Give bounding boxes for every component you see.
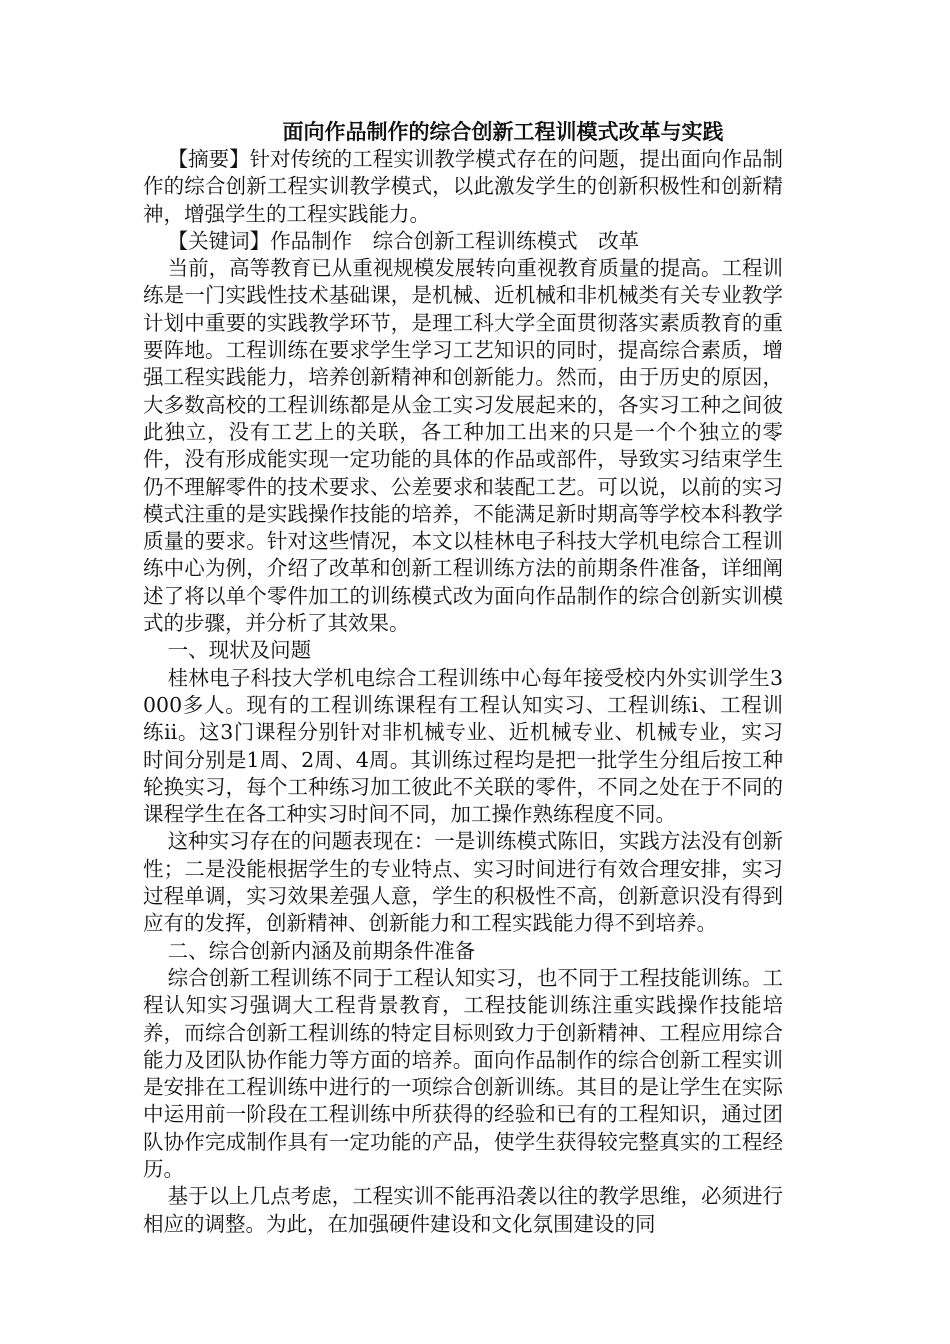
document-title: 面向作品制作的综合创新工程训模式改革与实践 — [282, 120, 724, 144]
section-1-paragraph-1: 桂林电子科技大学机电综合工程训练中心每年接受校内外实训学生3000多人。现有的工程训练课程有工程认知实习、工程训练ⅰ、工程训练ⅱ。这3门课程分别针对非机械专业、近机械专业、机械专业，实习时间分别是1周、2周、4周。其训练过程均是把一批学生分组后按工种轮换实习，每个工种练习加工彼此不关联的零件，不同之处在于不同的课程学生在各工种实习时间不同，加工操作熟练程度不同。 — [143, 665, 783, 827]
section-1-paragraph-2: 这种实习存在的问题表现在：一是训练模式陈旧，实践方法没有创新性；二是没能根据学生的专业特点、实习时间进行有效合理安排，实习过程单调，实习效果差强人意，学生的积极性不高，创新意识没有得到应有的发挥，创新精神、创新能力和工程实践能力得不到培养。 — [143, 829, 783, 936]
section-1-heading: 一、现状及问题 — [167, 638, 312, 663]
abstract-paragraph: 【摘要】针对传统的工程实训教学模式存在的问题，提出面向作品制作的综合创新工程实训教学模式，以此激发学生的创新积极性和创新精神，增强学生的工程实践能力。 — [143, 147, 783, 226]
intro-paragraph: 当前，高等教育已从重视规模发展转向重视教育质量的提高。工程训练是一门实践性技术基础课，是机械、近机械和非机械类有关专业教学计划中重要的实践教学环节，是理工科大学全面贯彻落实素质教育的重要阵地。工程训练在要求学生学习工艺知识的同时，提高综合素质，增强工程实践能力，培养创新精神和创新能力。然而，由于历史的原因，大多数高校的工程训练都是从金工实习发展起来的，各实习工种之间彼此独立，没有工艺上的关联，各工种加工出来的只是一个个独立的零件，没有形成能实现一定功能的具体的作品或部件，导致实习结束学生仍不理解零件的技术要求、公差要求和装配工艺。可以说，以前的实习模式注重的是实践操作技能的培养，不能满足新时期高等学校本科教学质量的要求。针对这些情况，本文以桂林电子科技大学机电综合工程训练中心为例，介绍了改革和创新工程训练方法的前期条件准备，详细阐述了将以单个零件加工的训练模式改为面向作品制作的综合创新实训模式的步骤，并分析了其效果。 — [143, 256, 783, 636]
section-2-paragraph-2: 基于以上几点考虑，工程实训不能再沿袭以往的教学思维，必须进行相应的调整。为此，在加强硬件建设和文化氛围建设的同 — [143, 1184, 783, 1236]
section-2-heading: 二、综合创新内涵及前期条件准备 — [167, 938, 476, 963]
keywords-paragraph: 【关键词】作品制作 综合创新工程训练模式 改革 — [167, 228, 640, 253]
document-body — [143, 118, 783, 1238]
section-2-paragraph-1: 综合创新工程训练不同于工程认知实习，也不同于工程技能训练。工程认知实习强调大工程背景教育，工程技能训练注重实践操作技能培养，而综合创新工程训练的特定目标则致力于创新精神、工程应用综合能力及团队协作能力等方面的培养。面向作品制作的综合创新工程实训是安排在工程训练中进行的一项综合创新训练。其目的是让学生在实际中运用前一阶段在工程训练中所获得的经验和已有的工程知识，通过团队协作完成制作具有一定功能的产品，使学生获得较完整真实的工程经历。 — [143, 965, 783, 1181]
